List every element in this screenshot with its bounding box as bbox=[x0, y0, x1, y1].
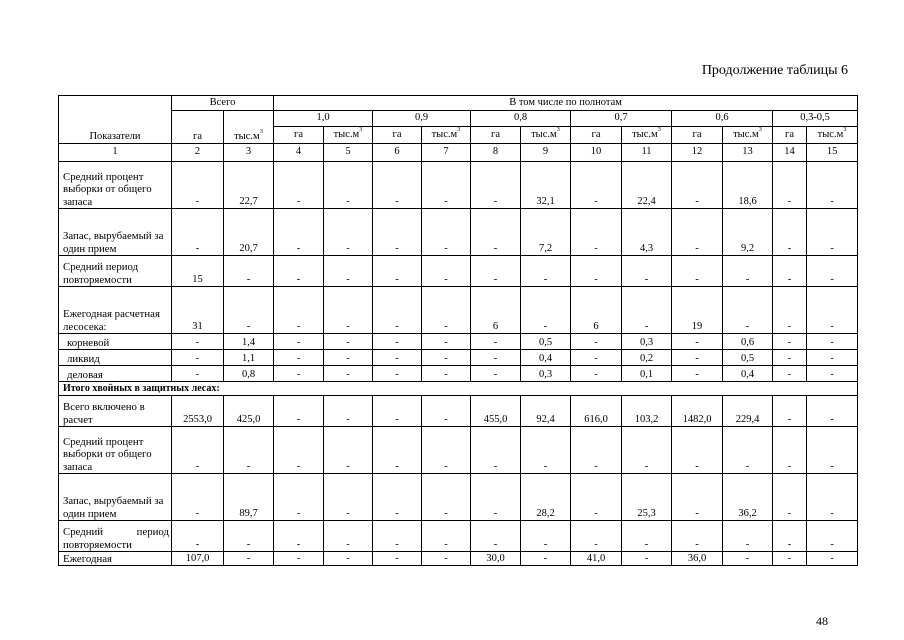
table-cell: 0,4 bbox=[521, 350, 571, 366]
table-cell: - bbox=[324, 350, 373, 366]
table-cell: - bbox=[571, 256, 622, 287]
table-cell: - bbox=[773, 474, 807, 521]
table-cell: - bbox=[723, 256, 773, 287]
unit-vol: тыс.м bbox=[431, 128, 458, 140]
unit-vol: тыс.м bbox=[632, 128, 658, 140]
row-label: Средний период повторяемости bbox=[59, 521, 172, 552]
table-cell: 28,2 bbox=[521, 474, 571, 521]
table-cell: - bbox=[521, 256, 571, 287]
table-cell: - bbox=[224, 552, 274, 566]
row-label: Средний процент выборки от общего запаса bbox=[59, 427, 172, 474]
table-cell: - bbox=[422, 366, 471, 382]
table-cell: - bbox=[274, 427, 324, 474]
header-row-1 bbox=[59, 96, 858, 111]
table-row bbox=[59, 209, 858, 256]
column-number: 3 bbox=[224, 144, 274, 162]
table-cell: - bbox=[324, 209, 373, 256]
table-cell: 4,3 bbox=[622, 209, 672, 256]
unit-ha-header: га bbox=[672, 127, 723, 144]
row-label: Средний процент выборки от общего запаса bbox=[59, 162, 172, 209]
table-cell: - bbox=[773, 396, 807, 427]
table-cell: - bbox=[571, 334, 622, 350]
row-label: Запас, вырубаемый за один прием bbox=[59, 209, 172, 256]
table-cell: - bbox=[773, 209, 807, 256]
table-cell: - bbox=[373, 521, 422, 552]
table-cell: - bbox=[807, 366, 858, 382]
table-cell: - bbox=[672, 521, 723, 552]
table-cell: - bbox=[807, 474, 858, 521]
row-label: Средний период повторяемости bbox=[59, 256, 172, 287]
table-cell: 103,2 bbox=[622, 396, 672, 427]
table-row bbox=[59, 552, 858, 566]
table-cell: - bbox=[471, 162, 521, 209]
header-row-2 bbox=[59, 111, 858, 127]
table-row bbox=[59, 396, 858, 427]
table-cell: 425,0 bbox=[224, 396, 274, 427]
table-cell: - bbox=[373, 350, 422, 366]
table-cell: - bbox=[373, 334, 422, 350]
table-cell: 0,5 bbox=[723, 350, 773, 366]
unit-vol-exp: 3 bbox=[657, 126, 661, 134]
table-cell: 92,4 bbox=[521, 396, 571, 427]
table-cell: - bbox=[274, 350, 324, 366]
table-cell: - bbox=[807, 521, 858, 552]
unit-vol-exp: 3 bbox=[758, 126, 762, 134]
row-label: Запас, вырубаемый за один прием bbox=[59, 474, 172, 521]
column-number: 8 bbox=[471, 144, 521, 162]
table-cell: - bbox=[807, 552, 858, 566]
table-cell: - bbox=[672, 209, 723, 256]
unit-vol-exp: 3 bbox=[457, 126, 461, 134]
table-cell: - bbox=[373, 552, 422, 566]
table-cell: - bbox=[471, 521, 521, 552]
table-cell: - bbox=[672, 334, 723, 350]
table-cell: - bbox=[723, 521, 773, 552]
table-cell: - bbox=[807, 334, 858, 350]
density-header: 1,0 bbox=[274, 111, 373, 127]
unit-ha-header: га bbox=[471, 127, 521, 144]
table-cell: - bbox=[373, 474, 422, 521]
table-cell: 18,6 bbox=[723, 162, 773, 209]
table-cell: - bbox=[422, 162, 471, 209]
unit-vol: тыс.м bbox=[817, 128, 844, 140]
table-cell: - bbox=[622, 427, 672, 474]
table-cell: - bbox=[172, 162, 224, 209]
table-cell: - bbox=[274, 474, 324, 521]
table-cell: - bbox=[324, 396, 373, 427]
table-cell: - bbox=[807, 427, 858, 474]
row-label: Ежегодная bbox=[59, 552, 172, 566]
density-header: 0,9 bbox=[373, 111, 471, 127]
header-total-vol bbox=[224, 111, 274, 144]
table-cell: - bbox=[422, 256, 471, 287]
table-cell: 0,6 bbox=[723, 334, 773, 350]
table-cell: 30,0 bbox=[471, 552, 521, 566]
column-number: 2 bbox=[172, 144, 224, 162]
table-cell: - bbox=[571, 209, 622, 256]
table-cell: 15 bbox=[172, 256, 224, 287]
column-number: 13 bbox=[723, 144, 773, 162]
table-cell: - bbox=[471, 474, 521, 521]
table-cell: - bbox=[622, 256, 672, 287]
table-cell: - bbox=[373, 396, 422, 427]
table-cell: - bbox=[324, 427, 373, 474]
table-cell: - bbox=[571, 521, 622, 552]
page-number: 48 bbox=[816, 614, 828, 628]
table-cell: - bbox=[521, 427, 571, 474]
table-cell: - bbox=[172, 209, 224, 256]
density-header: 0,8 bbox=[471, 111, 571, 127]
column-number: 6 bbox=[373, 144, 422, 162]
column-number: 14 bbox=[773, 144, 807, 162]
table-cell: - bbox=[723, 552, 773, 566]
table-row bbox=[59, 334, 858, 350]
table-cell: - bbox=[274, 334, 324, 350]
table-cell: 107,0 bbox=[172, 552, 224, 566]
table-cell: - bbox=[324, 256, 373, 287]
table-cell: - bbox=[471, 350, 521, 366]
table-cell: 41,0 bbox=[571, 552, 622, 566]
table-cell: 1,4 bbox=[224, 334, 274, 350]
table-cell: 19 bbox=[672, 287, 723, 334]
table-cell: - bbox=[373, 366, 422, 382]
table-cell: - bbox=[773, 334, 807, 350]
density-header: 0,3-0,5 bbox=[773, 111, 858, 127]
table-cell: 0,5 bbox=[521, 334, 571, 350]
table-row bbox=[59, 474, 858, 521]
header-total-ha: га bbox=[172, 111, 224, 144]
row-label: Ежегодная расчетная лесосека: bbox=[59, 287, 172, 334]
table-cell: - bbox=[471, 427, 521, 474]
section-row bbox=[59, 382, 858, 396]
column-numbers-row bbox=[59, 144, 858, 162]
table-cell: 1,1 bbox=[224, 350, 274, 366]
table-cell: - bbox=[571, 350, 622, 366]
table-cell: - bbox=[274, 209, 324, 256]
table-row bbox=[59, 427, 858, 474]
table-row bbox=[59, 162, 858, 209]
table-cell: - bbox=[172, 334, 224, 350]
table-cell: 22,7 bbox=[224, 162, 274, 209]
table-cell: - bbox=[172, 350, 224, 366]
table-cell: - bbox=[422, 396, 471, 427]
table-cell: 0,2 bbox=[622, 350, 672, 366]
table-cell: - bbox=[773, 427, 807, 474]
table-cell: - bbox=[324, 552, 373, 566]
row-label: корневой bbox=[59, 334, 172, 350]
unit-ha-header: га bbox=[274, 127, 324, 144]
table-cell: - bbox=[324, 521, 373, 552]
table-cell: 0,3 bbox=[622, 334, 672, 350]
unit-vol-exp: 3 bbox=[843, 126, 847, 134]
table-cell: 2553,0 bbox=[172, 396, 224, 427]
column-number: 1 bbox=[59, 144, 172, 162]
table-cell: - bbox=[622, 521, 672, 552]
table-cell: 32,1 bbox=[521, 162, 571, 209]
column-number: 15 bbox=[807, 144, 858, 162]
table-cell: - bbox=[471, 366, 521, 382]
density-header: 0,6 bbox=[672, 111, 773, 127]
table-cell: - bbox=[471, 209, 521, 256]
table-row bbox=[59, 366, 858, 382]
table-cell: - bbox=[807, 209, 858, 256]
table-cell: 36,2 bbox=[723, 474, 773, 521]
unit-vol-exp: 3 bbox=[556, 126, 560, 134]
table-cell: 36,0 bbox=[672, 552, 723, 566]
table-cell: - bbox=[571, 162, 622, 209]
table-caption: Продолжение таблицы 6 bbox=[701, 63, 848, 78]
table-cell: - bbox=[274, 521, 324, 552]
unit-vol-header bbox=[723, 127, 773, 144]
table-cell: - bbox=[224, 287, 274, 334]
table-cell: - bbox=[672, 366, 723, 382]
table-cell: 1482,0 bbox=[672, 396, 723, 427]
density-header: 0,7 bbox=[571, 111, 672, 127]
table-cell: - bbox=[224, 427, 274, 474]
table-cell: - bbox=[773, 366, 807, 382]
unit-ha-header: га bbox=[773, 127, 807, 144]
table-cell: 455,0 bbox=[471, 396, 521, 427]
table-cell: - bbox=[773, 287, 807, 334]
table-cell: - bbox=[172, 521, 224, 552]
unit-vol-exp: 3 bbox=[359, 126, 363, 134]
table-cell: - bbox=[521, 287, 571, 334]
unit-vol-exp: 3 bbox=[259, 128, 263, 135]
table-cell: - bbox=[324, 162, 373, 209]
table-cell: - bbox=[521, 521, 571, 552]
table-cell: 31 bbox=[172, 287, 224, 334]
table-cell: - bbox=[274, 366, 324, 382]
table-cell: - bbox=[172, 366, 224, 382]
table-cell: - bbox=[324, 334, 373, 350]
table-cell: - bbox=[172, 427, 224, 474]
unit-ha-header: га bbox=[373, 127, 422, 144]
table-cell: - bbox=[672, 350, 723, 366]
row-label: Всего включено в расчет bbox=[59, 396, 172, 427]
table-cell: 25,3 bbox=[622, 474, 672, 521]
table-cell: - bbox=[471, 334, 521, 350]
table-cell: - bbox=[571, 427, 622, 474]
header-indicators: Показатели bbox=[59, 96, 172, 144]
table-cell: - bbox=[723, 427, 773, 474]
table-cell: - bbox=[422, 209, 471, 256]
column-number: 10 bbox=[571, 144, 622, 162]
table-cell: 0,8 bbox=[224, 366, 274, 382]
column-number: 7 bbox=[422, 144, 471, 162]
table-cell: 229,4 bbox=[723, 396, 773, 427]
table-cell: - bbox=[471, 256, 521, 287]
table-cell: - bbox=[622, 287, 672, 334]
table-cell: 0,1 bbox=[622, 366, 672, 382]
table-cell: - bbox=[773, 256, 807, 287]
table-cell: - bbox=[422, 287, 471, 334]
header-total: Всего bbox=[172, 96, 274, 111]
table-cell: - bbox=[373, 287, 422, 334]
column-number: 11 bbox=[622, 144, 672, 162]
column-number: 4 bbox=[274, 144, 324, 162]
unit-vol: тыс.м bbox=[531, 128, 557, 140]
table-cell: - bbox=[422, 334, 471, 350]
table-row bbox=[59, 256, 858, 287]
table-cell: - bbox=[274, 256, 324, 287]
unit-vol-header bbox=[422, 127, 471, 144]
row-label: ликвид bbox=[59, 350, 172, 366]
table-cell: - bbox=[773, 521, 807, 552]
table-cell: 89,7 bbox=[224, 474, 274, 521]
row-label: деловая bbox=[59, 366, 172, 382]
table-row bbox=[59, 350, 858, 366]
table-cell: - bbox=[807, 350, 858, 366]
unit-vol-header bbox=[324, 127, 373, 144]
table-cell: 0,4 bbox=[723, 366, 773, 382]
column-number: 5 bbox=[324, 144, 373, 162]
table-cell: - bbox=[373, 256, 422, 287]
table-cell: - bbox=[324, 287, 373, 334]
unit-vol: тыс.м bbox=[733, 128, 759, 140]
table-cell: - bbox=[723, 287, 773, 334]
table-cell: - bbox=[324, 474, 373, 521]
table-cell: - bbox=[324, 366, 373, 382]
table-cell: 7,2 bbox=[521, 209, 571, 256]
unit-vol: тыс.м bbox=[333, 128, 360, 140]
table-cell: - bbox=[773, 350, 807, 366]
unit-vol-header bbox=[521, 127, 571, 144]
table-cell: - bbox=[571, 366, 622, 382]
table-cell: - bbox=[422, 350, 471, 366]
table-cell: - bbox=[274, 162, 324, 209]
table-cell: - bbox=[807, 396, 858, 427]
table-cell: 0,3 bbox=[521, 366, 571, 382]
table-cell: - bbox=[521, 552, 571, 566]
unit-vol-header bbox=[807, 127, 858, 144]
table-cell: - bbox=[373, 427, 422, 474]
data-table bbox=[58, 95, 858, 566]
table-cell: - bbox=[274, 552, 324, 566]
table-cell: - bbox=[274, 287, 324, 334]
table-cell: - bbox=[672, 162, 723, 209]
table-cell: - bbox=[571, 474, 622, 521]
table-cell: - bbox=[373, 162, 422, 209]
table-cell: 6 bbox=[471, 287, 521, 334]
unit-vol-header bbox=[622, 127, 672, 144]
table-cell: - bbox=[807, 287, 858, 334]
table-cell: - bbox=[422, 521, 471, 552]
table-cell: 22,4 bbox=[622, 162, 672, 209]
table-row bbox=[59, 521, 858, 552]
table-cell: 6 bbox=[571, 287, 622, 334]
table-cell: - bbox=[274, 396, 324, 427]
table-row bbox=[59, 287, 858, 334]
table-cell: 20,7 bbox=[224, 209, 274, 256]
column-number: 12 bbox=[672, 144, 723, 162]
table-cell: - bbox=[422, 474, 471, 521]
table-cell: - bbox=[373, 209, 422, 256]
table-cell: - bbox=[422, 552, 471, 566]
table-cell: - bbox=[672, 474, 723, 521]
table-cell: - bbox=[807, 256, 858, 287]
table-cell: - bbox=[622, 552, 672, 566]
column-number: 9 bbox=[521, 144, 571, 162]
table-cell: - bbox=[224, 521, 274, 552]
table-cell: - bbox=[172, 474, 224, 521]
table-cell: 616,0 bbox=[571, 396, 622, 427]
table-cell: - bbox=[224, 256, 274, 287]
table-cell: - bbox=[422, 427, 471, 474]
table-cell: - bbox=[672, 427, 723, 474]
section-title: Итого хвойных в защитных лесах: bbox=[59, 382, 858, 396]
table-cell: - bbox=[773, 552, 807, 566]
header-by-density: В том числе по полнотам bbox=[274, 96, 858, 111]
table-cell: - bbox=[807, 162, 858, 209]
unit-vol: тыс.м bbox=[234, 130, 260, 142]
table-cell: - bbox=[672, 256, 723, 287]
unit-ha-header: га bbox=[571, 127, 622, 144]
table-cell: 9,2 bbox=[723, 209, 773, 256]
table-cell: - bbox=[773, 162, 807, 209]
